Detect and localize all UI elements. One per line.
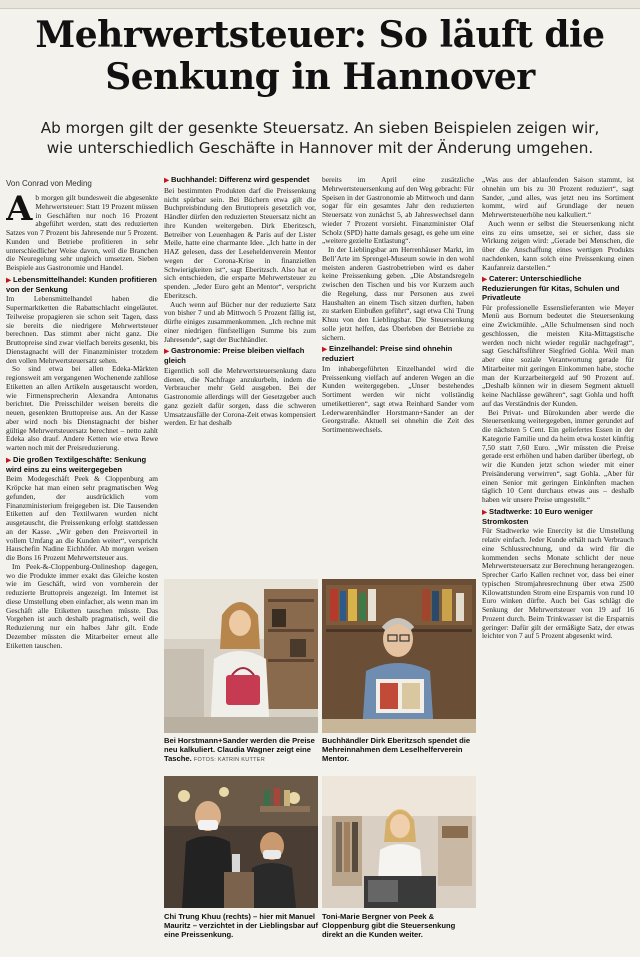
red-triangle-icon: ▶	[482, 508, 487, 516]
photo-horstmann-sander	[164, 579, 318, 733]
paragraph: Für Stadtwerke wie Enercity ist die Umstellung relativ einfach. Jeder Kunde erhält nach Verbrauch eine Schlussrechnung, und da wird für die kommenden sechs Monate schlicht der neue Mehrwertsteuersatz zur Berechnung herangezogen. Sprecher Carlo Kallen rechnet vor, dass bei einer typischen Stromjahresrechnung über etwa 2500 Kilowattstunden Strom eine Ersparnis von rund 10 Euro winken dürfte. Auch bei Gas schlägt die Senkung der Mehrwertsteuer von 19 auf 16 Prozent durch. Beim Trinkwasser ist die Ersparnis geringer: Dafür gilt der ermäßigte Satz, der etwas leichter von 7 auf 5 Prozent abgesenkt wird.	[482, 526, 634, 641]
headline-line-2: Senkung in Hannover	[105, 56, 535, 98]
section-heading-lebensmittel: ▶ Lebensmittelhandel: Kunden profitieren von der Senkung	[6, 274, 157, 294]
photo-buchhaendler	[322, 579, 476, 733]
red-triangle-icon: ▶	[164, 348, 169, 356]
red-triangle-icon: ▶	[6, 276, 11, 284]
section-heading-caterer: ▶ Caterer: Unterschiedliche Reduzierungen für Kitas, Schulen und Privatleute	[482, 274, 620, 302]
intro-text: b morgen gilt bundesweit die abgesenkte Mehrwertsteuer: Statt 19 Prozent müssen in Geschäften nur noch 16 Prozent abgeführt werden, statt des reduzierten Satzes von 7 Prozent bis Jahresende nur 5 Prozent. Kunden und Betriebe profitieren in sehr unterschiedlicher Weise davon, weil die Branchen die Neuregelung sehr ungleich umsetzen. Sieben Beispiele aus Gastronomie und Handel.	[6, 194, 158, 272]
photo-caption-2: Buchhändler Dirk Eberitzsch spendet die Mehreinnahmen dem Leselhelferverein Mentor.	[322, 736, 471, 764]
subhead-line-1: Ab morgen gilt der gesenkte Steuersatz. An sieben Beispielen zeigen wir,	[40, 119, 600, 137]
column-2	[164, 176, 316, 576]
photo-caption-4: Toni-Marie Bergner von Peek & Cloppenburg gibt die Steuersenkung direkt an die Kunden weiter.	[322, 912, 456, 940]
section-heading-stadtwerke: ▶ Stadtwerke: 10 Euro weniger Stromkosten	[482, 506, 593, 526]
red-triangle-icon: ▶	[6, 456, 11, 464]
photo-bar-illustration	[164, 776, 318, 908]
paragraph: Auch wenn er selbst die Steuersenkung nicht eins zu eins umsetze, sei er sicher, dass sie Wirkung zeigen wird: „Gerade bei Menschen, die über die Anschaffung eines wertigen Produkts nachdenken, kann solch eine Preissenkung einen Kaufanreiz darstellen.“	[482, 218, 634, 272]
section-heading-einzelhandel: ▶ Einzelhandel: Preise sind ohnehin reduziert	[322, 344, 453, 364]
column-1	[6, 194, 158, 948]
subhead-line-2: wie unterschiedlich Geschäfte in Hannover mit der Änderung umgehen.	[46, 139, 594, 157]
byline: Von Conrad von Meding	[6, 179, 92, 188]
paragraph: Im Lebensmittelhandel haben die Supermarktketten die Rabattschlacht eingeläutet. Teilweise propagieren sie schon seit Tagen, dass sie bereits die niedrigere Mehrwertsteuer berechnen. Das stimmt aber nicht ganz. Die Bruttopreise sind zwar vielfach bereits gesenkt, bis Dienstagnacht will der Finanzminister trotzdem den vollen Mehrwertsteuersatz sehen.	[6, 294, 158, 365]
headline	[20, 14, 620, 98]
paragraph: So sind etwa bei allen Edeka-Märkten regionsweit am vergangenen Wochenende zahllose Etiketten an allen Artikeln ausgetauscht worden, wie Firmensprecherin Alexandra Antonatus berichtet. Die Preisschilder weisen bereits die neuen, gesenkten Bruttopreise aus. An der Kasse aber wird noch bis Dienstagnacht der bisher gültige Mehrwertsteuersatz berechnet – netto zahlt Edeka also drauf. Andere Ketten wie etwa Rewe warten noch mit der Preisreduzierung.	[6, 364, 158, 453]
red-triangle-icon: ▶	[164, 177, 169, 184]
column-3	[322, 176, 474, 576]
headline-line-1: Mehrwertsteuer: So läuft die	[35, 14, 605, 56]
page-top-strip	[0, 0, 640, 9]
dropcap: A	[6, 194, 33, 229]
photo-caption-1: Bei Horstmann+Sander werden die Preise neu kalkuliert. Claudia Wagner zeigt eine Tasche. FOTOS: KATRIN KUTTER	[164, 736, 315, 764]
section-heading-buchhandel: ▶ Buchhandel: Differenz wird gespendet	[164, 176, 310, 184]
red-triangle-icon: ▶	[482, 276, 487, 284]
paragraph: Bei bestimmten Produkten darf die Preissenkung nicht spürbar sein. Bei Büchern etwa gilt die Buchpreisbindung den Bruttopreis gesetzlich vor, Händler dürfen den reduzierten Steuersatz nicht an ihre Kunden weitergeben. Dirk Eberitzsch, Betreiber von Leuenhagen & Paris auf der Lister Meile, hatte eine charmante Idee. „Ich hatte in der HAZ gelesen, dass der Leseheldenverein Mentor wegen der Corona-Krise in finanziellen Schwierigkeiten ist“, sagt Eberitzsch. Also hat er sich entschieden, die ersparte Mehrwertsteuer zu spenden. „Jeder Euro geht an Mentor“, verspricht Eberitzsch.	[164, 185, 316, 300]
photo-peek-cloppenburg	[322, 776, 476, 908]
paragraph: Beim Modegeschäft Peek & Cloppenburg am Kröpcke hat man einen sehr pragmatischen Weg gefunden, der ausdrücklich vom Finanzministerium freigegeben ist. Die Tausenden Etiketten auf den Textilwaren wurden nicht ausgetauscht, die Preissenkung erfolgt stattdessen an der Kasse. „Wir geben den Preisvorteil in vollem Umfang an die Kunden weiter“, verspricht Hauschefin Nadine Eichhöfer. Ab morgen weisen die Bons 16 Prozent Mehrwertsteuer aus.	[6, 474, 158, 563]
paragraph: In der Lieblingsbar am Herrenhäuser Markt, im Bell’Arte im Sprengel-Museum sowie in den wohl meisten anderen Gastrobetrieben wird es daher keine Preissenkung geben. „Die Abstandsregeln zwischen den Tischen und bis vor Kurzem auch die Regelung, dass nur Personen aus zwei Haushalten an einem Tisch sitzen durften, haben zu starken Einbußen geführt“, sagt etwa Chi Trung Khuu von den Lieblingsbar. Die Steuersenkung solle jetzt helfen, das Überleben der Betriebe zu sichern.	[322, 245, 474, 342]
paragraph: Im Peek-&-Cloppenburg-Onlineshop dagegen, wo die Produkte immer exakt das Gleiche kosten wie im Geschäft, wird von vornherein der reduzierte Bruttopreis angezeigt. Im Internet ist diese Umstellung eben einfacher, als wenn man im Geschäft alle Etiketten tauschen müsste. Das Vorgehen ist auch deshalb pragmatisch, weil die Reduzierung nur ein halbes Jahr gilt. Ende Dezember müssten die Mitarbeiter erneut alle Etiketten tauschen.	[6, 561, 158, 650]
paragraph: Für professionelle Essenslieferanten wie Meyer Menü aus Bornum bedeutet die Steuersenkung eine Zwickmühle. „Alle Schulmensen sind noch geschlossen, die meisten Kita-Mittagstische werden noch nicht wieder regulär nachgefragt“, sagt Geschäftsführer Siegfried Gohla. Weil man aber eine soziale Verantwortung gerade für Mitarbeiter mit geringen Einkommen habe, stoche man der Kurzarbeitergeld auf 90 Prozent auf. „Deshalb können wir in diesem Segment aktuell keine Nachlässe gewähren“, sagt Gohla und hofft auf das Verständnis der Kunden.	[482, 302, 634, 408]
paragraph: bereits im April eine zusätzliche Mehrwertsteuersenkung auf den Weg gebracht: Für Speisen in der Gastronomie ab Mittwoch und dann sogar für ein gesamtes Jahr den reduzierten Steuersatz von zunächst 5, ab Jahreswechsel dann wieder 7 Prozent vorsieht. Finanzminister Olaf Scholz (SPD) hatte damals gesagt, es gehe um eine „weitere gezielte Entlastung“.	[322, 176, 474, 246]
paragraph: Bei Privat- und Bürokunden aber werde die Steuersenkung weitergegeben, immer gerundet auf die nächsten 5 Cent. Ein geliefertes Essen in der Kategorie Familie und da heim etwa kostet künftig 7,50 statt 7,60 Euro. „Wir müssten die Preise gerade erst erhöhen und haben darüber überlegt, ob wir die Kunden jetzt schon wieder mit einer Preisänderung verwirren“, sagt Gohla. „Aber für einen Senior mit geringen Einkünften machen täglich 10 Cent durchaus etwas aus – deshalb haben wir unsere Preise umgestellt.“	[482, 407, 634, 505]
red-triangle-icon: ▶	[322, 346, 327, 354]
section-heading-gastronomie: ▶ Gastronomie: Preise bleiben vielfach gleich	[164, 346, 305, 366]
column-4	[482, 176, 634, 948]
photo-bookshop-illustration	[322, 579, 476, 733]
subheadline	[24, 118, 616, 158]
photo-shop-illustration	[164, 579, 318, 733]
photo-lieblingsbar	[164, 776, 318, 908]
intro-paragraph	[6, 194, 158, 273]
paragraph: Im inhabergeführten Einzelhandel wird die Preissenkung vielfach auf anderen Wegen an die Kunden weitergegeben. „Unser bestehendes Sortiment werden wir nicht vollständig umetikettieren“, sagt etwa Reinhard Sander vom Lederwarenhändler Horstmann+Sander an der Georgstraße. Aktuell sei ohnehin die Zeit des Sortimentswechsels.	[322, 363, 474, 435]
paragraph: Eigentlich soll die Mehrwertsteuersenkung dazu dienen, die Nachfrage anzukurbeln, indem die Verbraucher mehr Geld ausgeben. Bei der Gastronomie allerdings will der Gesetzgeber auch ganz gezielt dafür sorgen, dass die schweren Umsatzausfälle der Corona-Zeit etwas kompensiert werden. Er hat deshalb	[164, 365, 316, 428]
paragraph: „Was aus der ablaufenden Saison stammt, ist ohnehin um bis zu 30 Prozent reduziert“, sagt Sander, „und alles, was jetzt neu ins Sortiment kommt, wird auf Grundlage der neuen Mehrwertsteuerhöhe neu kalkuliert.“	[482, 176, 634, 219]
photo-store-illustration	[322, 776, 476, 908]
paragraph: Auch wenn auf Bücher nur der reduzierte Satz von bisher 7 und ab Mittwoch 5 Prozent fällig ist, dürfte einiges zusammenkommen. „Ich rechne mit einer niedrigen fünfstelligen Summe bis zum Jahresende“, sagt der Buchhändler.	[164, 299, 316, 344]
photo-credit: FOTOS: KATRIN KUTTER	[193, 757, 266, 764]
photo-caption-3: Chi Trung Khuu (rechts) – hier mit Manuel Mauritz – verzichtet in der Lieblingsbar auf eine Preissenkung.	[164, 912, 319, 940]
section-heading-textil: ▶ Die großen Textilgeschäfte: Senkung wird eins zu eins weitergegeben	[6, 454, 147, 474]
